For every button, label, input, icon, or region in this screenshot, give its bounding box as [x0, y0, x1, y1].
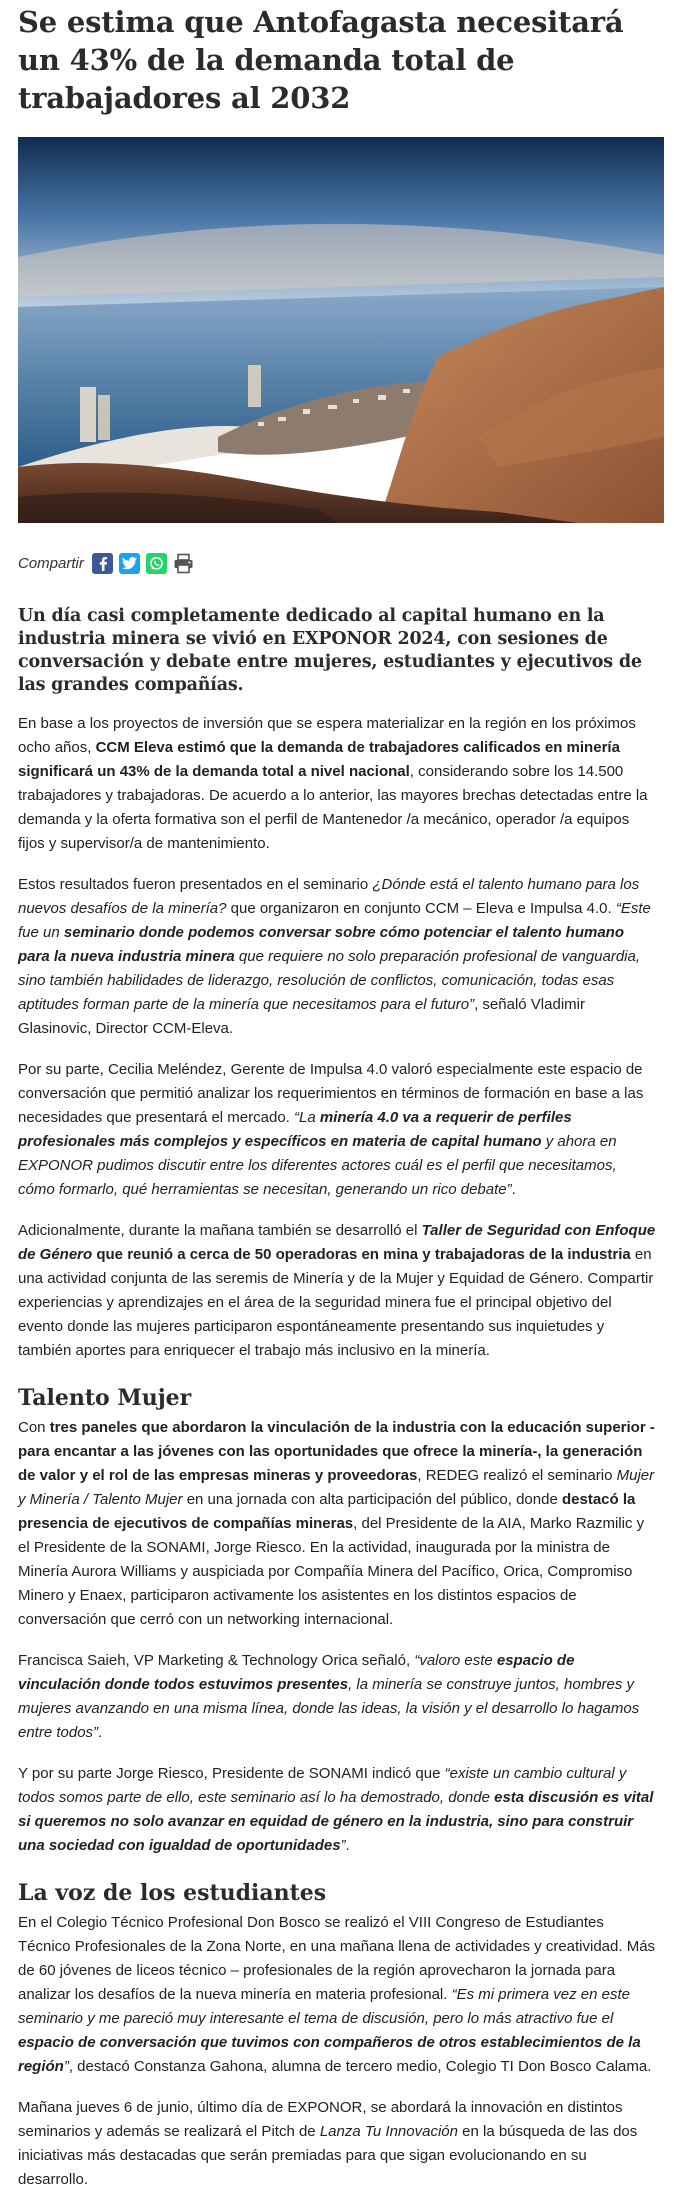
hero-image: [18, 137, 664, 523]
article: [0, 3, 674, 2192]
facebook-icon[interactable]: [92, 553, 113, 574]
share-bar: [18, 551, 656, 575]
article-lead: Un día casi completamente dedicado al capital humano en la industria minera se vivió en EXPONOR 2024, con sesiones de conversación y debate entre mujeres, estudiantes y ejecutivos de las grandes compañías.: [18, 606, 642, 695]
paragraph-5: Con tres paneles que abordaron la vinculación de la industria con la educación superior - para encantar a las jóvenes con las oportunidades que ofrece la minería-, la generación de valor y el rol de las empresas mineras y proveedoras, REDEG realizó el seminario Mujer y Minería / Talento Mujer en una jornada con alta participación del público, donde destacó la presencia de ejecutivos de compañías mineras, del Presidente de la AIA, Marko Razmilic y el Presidente de la SONAMI, Jorge Riesco. En la actividad, inaugurada por la ministra de Minería Aurora Williams y auspiciada por Compañía Minera del Pacífico, Orica, Compromiso Minero y Enaex, participaron activamente los asistentes en los distintos espacios de conversación que cerró con un networking internacional.: [18, 1419, 655, 1628]
paragraph-3: Por su parte, Cecilia Meléndez, Gerente de Impulsa 4.0 valoró especialmente este espacio de conversación que permitió analizar los requerimientos en términos de formación en base a las necesidades que presentará el mercado. “La minería 4.0 va a requerir de perfiles profesionales más complejos y específicos en materia de capital humano y ahora en EXPONOR pudimos discutir entre los diferentes actores cuál es el perfil que necesitamos, cómo formarlo, qué herramientas se necesitan, generando un rico debate”.: [18, 1061, 644, 1198]
hero-photo: [18, 137, 664, 523]
page-title: Se estima que Antofagasta necesitará un 43% de la demanda total de trabajadores al 2032: [18, 5, 624, 115]
print-icon[interactable]: [173, 553, 194, 574]
paragraph-8: En el Colegio Técnico Profesional Don Bosco se realizó el VIII Congreso de Estudiantes Técnico Profesionales de la Zona Norte, en una mañana llena de actividades y creatividad. Más de 60 jóvenes de liceos técnico – profesionales de la región aprovecharon la jornada para analizar los desafíos de la nueva minería en materia profesional. “Es mi primera vez en este seminario y me pareció muy interesante el tema de discusión, pero lo más atractivo fue el espacio de conversación que tuvimos con compañeros de otros establecimientos de la región”, destacó Constanza Gahona, alumna de tercero medio, Colegio TI Don Bosco Calama.: [18, 1914, 656, 2075]
paragraph-4: Adicionalmente, durante la mañana también se desarrolló el Taller de Seguridad con Enfoque de Género que reunió a cerca de 50 operadoras en mina y trabajadoras de la industria en una actividad conjunta de las seremis de Minería y de la Mujer y Equidad de Género. Compartir experiencias y aprendizajes en el área de la seguridad minera fue el principal objetivo del evento donde las mujeres participaron espontáneamente presentando sus inquietudes y también aportes para enriquecer el trabajo más inclusivo en la minería.: [18, 1222, 656, 1359]
paragraph-1: En base a los proyectos de inversión que se espera materializar en la región en los próximos ocho años, CCM Eleva estimó que la demanda de trabajadores calificados en minería significará un 43% de la demanda total a nivel nacional, considerando sobre los 14.500 trabajadores y trabajadoras. De acuerdo a lo anterior, las mayores brechas detectadas entre la demanda y la oferta formativa son el perfil de Mantenedor /a mecánico, operador /a equipos fijos y supervisor/a de mantenimiento.: [18, 715, 648, 852]
paragraph-7: Y por su parte Jorge Riesco, Presidente de SONAMI indicó que “existe un cambio cultural y todos somos parte de ello, este seminario así lo ha demostrado, donde esta discusión es vital si queremos no solo avanzar en equidad de género en la industria, sino para construir una sociedad con igualdad de oportunidades”.: [18, 1765, 654, 1854]
whatsapp-icon[interactable]: [146, 553, 167, 574]
paragraph-6: Francisca Saieh, VP Marketing & Technology Orica señaló, “valoro este espacio de vinculación donde todos estuvimos presentes, la minería se construye juntos, hombres y mujeres avanzando en una misma línea, donde las ideas, la visión y el desarrollo lo hagamos entre todos”.: [18, 1652, 640, 1741]
paragraph-9: Mañana jueves 6 de junio, último día de EXPONOR, se abordará la innovación en distintos seminarios y además se realizará el Pitch de Lanza Tu Innovación en la búsqueda de las dos iniciativas más destacadas que serán premiadas para que sigan evolucionando en su desarrollo.: [18, 2099, 638, 2188]
section-title-voz-estudiantes: La voz de los estudiantes: [18, 1880, 327, 1906]
paragraph-2: Estos resultados fueron presentados en el seminario ¿Dónde está el talento humano para los nuevos desafíos de la minería? que organizaron en conjunto CCM – Eleva e Impulsa 4.0. “Este fue un seminario donde podemos conversar sobre cómo potenciar el talento humano para la nueva industria minera que requiere no solo preparación profesional de vanguardia, sino también habilidades de liderazgo, resolución de conflictos, comunicación, todas esas aptitudes forman parte de la minería que necesitamos para el futuro”, señaló Vladimir Glasinovic, Director CCM-Eleva.: [18, 876, 651, 1037]
section-title-talento-mujer: Talento Mujer: [18, 1385, 192, 1411]
share-label: Compartir: [18, 554, 84, 572]
twitter-icon[interactable]: [119, 553, 140, 574]
